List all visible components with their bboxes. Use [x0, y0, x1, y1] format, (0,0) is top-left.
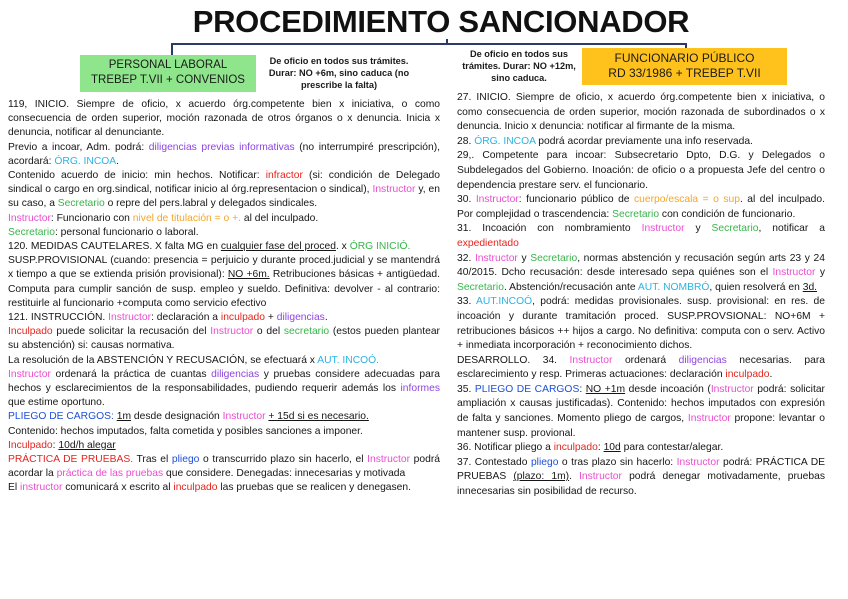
highlight-green: Secretario [711, 223, 759, 235]
paragraph [8, 311, 440, 325]
highlight-cyan: ÓRG. INCOA [474, 135, 536, 147]
underlined-text: NO +1m [585, 383, 626, 395]
highlight-magenta: Instructor [772, 267, 816, 279]
text-segment: , quien resolverá en [709, 281, 803, 293]
highlight-orange: cuerpo/escala = o sup [634, 194, 740, 206]
page-title: PROCEDIMIENTO SANCIONADOR [192, 4, 690, 39]
note-line: sino caduca. [491, 73, 547, 83]
text-segment: 36. Notificar pliego a [457, 442, 554, 454]
funcionario-duration-note [454, 48, 584, 84]
highlight-red: inculpado [553, 442, 598, 454]
highlight-magenta: Instructor [569, 354, 613, 366]
text-segment: 119, INICIO. Siempre de oficio, x acuerdo órg.competente bien x iniciativa, o como consecuencia de orden superior, moción razonada de otros órganos o x denuncia. Inicia x denuncia, notificar al denunciante. [8, 99, 440, 139]
underlined-text: 10d/h alegar [58, 439, 116, 451]
highlight-cyan: AUT. INCOÓ. [317, 354, 380, 366]
paragraph [8, 481, 440, 495]
note-line: prescribe la falta) [300, 80, 378, 90]
text-segment: (si: condición de Delegado sindical o cargo en org.sindical, notificar inicio al órg.representacion o sindical), [8, 170, 440, 196]
text-segment: que considere. Denegadas: innecesarias y motivada [163, 468, 406, 480]
text-segment: (estos pueden plantear su abstención) si: causas normativa. [8, 326, 440, 352]
text-segment: 30. [457, 194, 476, 206]
text-segment: Previo a incoar, Adm. podrá: [8, 141, 149, 153]
text-segment: y pruebas considere adecuadas para hechos y esclarecimientos de la responsabilidades, pudiendo requerir además los [8, 368, 440, 395]
paragraph [8, 254, 440, 311]
paragraph [457, 252, 825, 296]
box-subheading: TREBEP T.VII + CONVENIOS [91, 74, 245, 86]
text-segment: El [8, 482, 21, 494]
paragraph [457, 222, 825, 251]
text-segment: para contestar/alegar. [620, 442, 724, 454]
text-segment: con condición de funcionario. [659, 208, 796, 220]
highlight-red: Inculpado [8, 326, 53, 338]
text-segment: podrá denegar motivadamente, pruebas innecesarias sin posibilidad de recurso. [457, 471, 825, 498]
text-segment: DESARROLLO. 34. [457, 354, 570, 366]
left-column [8, 98, 440, 496]
paragraph [8, 226, 440, 240]
highlight-magenta: Instructor [8, 368, 51, 380]
text-segment: ordenará [612, 354, 679, 366]
highlight-red: PRÁCTICA DE PRUEBAS. [8, 454, 134, 466]
paragraph [457, 91, 825, 135]
text-segment: propone: levantar o mantener susp. provional. [457, 413, 825, 439]
highlight-purple: diligencias previas informativas [148, 141, 295, 153]
highlight-magenta: Instructor [474, 252, 518, 264]
underlined-text: 3d. [802, 281, 818, 293]
highlight-magenta: Instructor [676, 456, 720, 468]
highlight-cyan: ÓRG. INCOA [54, 155, 117, 167]
paragraph [8, 141, 440, 169]
note-line: De oficio en todos sus [469, 49, 568, 59]
underlined-text: 10d [603, 442, 621, 454]
text-segment: desde incoación ( [625, 383, 711, 395]
text-segment: y [517, 252, 531, 264]
text-segment: : [579, 383, 586, 395]
text-segment: las pruebas que se realicen y denegasen. [217, 482, 411, 494]
text-segment: + [265, 312, 277, 324]
paragraph [8, 368, 440, 411]
text-segment: Retribuciones básicas + antigüedad. Computa para cumplir sanción de susp. empleo y sueldo. Definitiva: devolver - al contrario: restituirle al funcionario +computa como servicio efectivo [8, 269, 440, 309]
highlight-red: expedientado [457, 237, 519, 249]
text-segment: podrá: PRÁCTICA DE PRUEBAS [457, 456, 826, 483]
text-segment: y [684, 223, 712, 235]
highlight-green: Secretario [457, 281, 504, 293]
highlight-purple: diligencias [276, 312, 325, 324]
paragraph [457, 456, 825, 500]
text-segment: o transcurrido plazo sin hacerlo, el [199, 454, 368, 466]
highlight-magenta: práctica de las pruebas [56, 468, 164, 480]
paragraph [8, 439, 440, 453]
text-segment: . al del inculpado. Por complejidad o trascendencia: [457, 194, 825, 220]
text-segment: SUSP.PROVISIONAL (cuando: presencia = perjuicio y durante proced.judicial y se mantendrá x tiempo a que se extienda prisión provisional): [8, 255, 440, 281]
underlined-text: NO +6m. [227, 269, 270, 281]
text-segment: 28. [457, 135, 475, 147]
text-segment: Contenido: hechos imputados, falta cometida y posibles sanciones a imponer. [8, 425, 363, 437]
text-segment: La resolución de la ABSTENCIÓN Y RECUSACIÓN, se efectuará x [8, 354, 318, 366]
text-segment: ordenará la práctica de cuantas [50, 368, 212, 380]
highlight-magenta: Instructor [372, 184, 416, 196]
paragraph [457, 193, 825, 222]
highlight-magenta: Instructor [710, 383, 754, 395]
text-segment: podrá: solicitar ampliación x causas justificadas). Contenido: hechos imputados con expresión de falta y sanciones. Momento pliego de cargos, [457, 383, 825, 425]
text-segment: , podrá: medidas provisionales. susp. provisional: en res. de incoación y durante tramitación proced. SUSP.PROVSIONAL: NO+6M + retribuciones básicos ++ hijos a cargo. No definitiva: computa con o serv. Activo + inmediata incorporación + reconocimiento dichos. [457, 296, 826, 352]
paragraph [457, 295, 825, 353]
paragraph [457, 383, 825, 441]
highlight-green: Secretario [57, 198, 105, 210]
text-segment: 32. [457, 252, 475, 264]
paragraph [8, 354, 440, 368]
highlight-green: Secretario [612, 208, 660, 220]
laboral-duration-note [260, 55, 418, 91]
highlight-red: inculpado [173, 482, 218, 494]
highlight-magenta: Instructor [108, 312, 152, 324]
text-segment: o repre del pers.labral y delegados sindicales. [104, 198, 318, 210]
highlight-green: Secretario [530, 252, 578, 264]
text-segment: 121. INSTRUCCIÓN. [8, 312, 109, 324]
paragraph [8, 325, 440, 353]
note-line: trámites. Durar: NO +12m, [462, 61, 576, 71]
highlight-blue: PLIEGO DE CARGOS [474, 383, 580, 395]
highlight-orange: nivel de titulación = o +. [132, 212, 241, 224]
highlight-magenta: instructor [20, 482, 63, 494]
paragraph [8, 212, 440, 226]
text-segment: necesarias. para esclarecimiento y resp. Primeras actuaciones: declaración [457, 354, 825, 381]
highlight-cyan: AUT.INCOÓ [476, 296, 533, 308]
text-segment: puede solicitar la recusación del [52, 326, 211, 338]
text-segment: : [52, 439, 59, 451]
text-segment: desde designación [131, 411, 223, 423]
paragraph [457, 149, 825, 193]
highlight-magenta: Instructor [579, 471, 622, 483]
highlight-magenta: Instructor [475, 194, 519, 206]
text-segment: (no interrumpiré prescripción), acordará: [8, 141, 440, 167]
text-segment: . [569, 471, 580, 483]
paragraph [457, 354, 825, 383]
highlight-purple: informes [400, 383, 440, 395]
highlight-magenta: Instructor [8, 212, 51, 224]
paragraph [8, 169, 440, 212]
text-segment: : declaración a [151, 312, 221, 324]
note-line: Durar: NO +6m, sino caduca (no [268, 68, 410, 78]
paragraph [8, 240, 440, 254]
text-segment: 31. Incoación con nombramiento [457, 223, 642, 235]
text-segment: 33. [457, 296, 477, 308]
highlight-purple: diligencias [678, 354, 727, 366]
text-segment: . Abstención/recusación ante [503, 281, 638, 293]
text-segment: que estime oportuno. [8, 397, 105, 409]
text-segment: : [597, 442, 604, 454]
text-segment: comunicará x escrito al [62, 482, 174, 494]
text-segment: , normas abstención y recusación según arts 23 y 24 40/2015. Dcho recusación: desde interesado sepa quiénes son el [457, 252, 825, 279]
highlight-blue: PLIEGO DE CARGOS: [8, 411, 117, 423]
highlight-purple: diligencias [211, 368, 260, 380]
text-segment: 37. Contestado [457, 456, 531, 468]
underlined-text: 1m [116, 411, 132, 423]
highlight-cyan: AUT. NOMBRÓ [637, 281, 710, 293]
text-segment: : Funcionario con [50, 212, 133, 224]
text-segment: 120. MEDIDAS CAUTELARES. X falta MG en [8, 241, 221, 253]
text-segment: . [324, 312, 328, 324]
note-line: De oficio en todos sus trámites. [269, 56, 409, 66]
connector-line [171, 43, 686, 45]
highlight-magenta: Instructor [687, 413, 731, 425]
paragraph [8, 98, 440, 141]
text-segment: : funcionario público de [518, 194, 635, 206]
text-segment: y, en su caso, a [8, 184, 440, 210]
highlight-blue: pliego [530, 456, 559, 468]
text-segment: . x [335, 241, 350, 253]
text-segment: al del inculpado. [240, 212, 319, 224]
highlight-magenta: Instructor [210, 326, 254, 338]
text-segment: , notificar a [758, 223, 825, 235]
text-segment: Contenido acuerdo de inicio: min hechos. Notificar: [8, 170, 266, 182]
paragraph [8, 453, 440, 481]
highlight-green: secretario [283, 326, 330, 338]
text-segment: : personal funcionario o laboral. [54, 226, 199, 238]
text-segment: o tras plazo sin hacerlo: [558, 456, 677, 468]
paragraph [457, 441, 825, 456]
paragraph [8, 425, 440, 439]
text-segment: . [769, 369, 773, 381]
highlight-red: infractor [265, 170, 303, 182]
underlined-text: cualquier fase del proced [220, 241, 336, 253]
text-segment: Tras el [133, 454, 172, 466]
paragraph [8, 410, 440, 424]
personal-laboral-box [80, 55, 256, 92]
text-segment: 29,. Competente para incoar: Subsecretario Dpto, D.G. y Delegados o Subdelegados del Gobierno. Inoación: de oficio o a propuesta Jefe del centro o dependencia prestare serv. el funcionario. [457, 150, 825, 191]
right-column [457, 91, 825, 500]
highlight-green: ÓRG INICIÓ. [349, 241, 411, 253]
box-heading: FUNCIONARIO PÚBLICO [614, 51, 755, 65]
highlight-red: inculpado [220, 312, 265, 324]
text-segment: y [815, 267, 825, 279]
underlined-text: (plazo: 1m) [513, 471, 570, 483]
highlight-magenta: Instructor [641, 223, 685, 235]
text-segment: podrá acordar previamente una info reservada. [535, 135, 753, 147]
highlight-green: Secretario [8, 226, 55, 238]
connector-line [446, 39, 448, 44]
box-heading: PERSONAL LABORAL [108, 59, 228, 71]
highlight-blue: pliego [171, 454, 200, 466]
text-segment: 27. INICIO. Siempre de oficio, x acuerdo órg.competente bien x iniciativa, o como consecuencia de orden superior, moción razonada de subordinados o x denuncia. Inicio x denuncia: notificar al firmante de la misma. [457, 92, 825, 133]
highlight-magenta: Instructor [367, 454, 411, 466]
highlight-red: inculpado [725, 369, 770, 381]
highlight-magenta: Instructor [222, 411, 269, 423]
funcionario-publico-box [582, 48, 787, 85]
paragraph [457, 135, 825, 150]
text-segment: . [116, 155, 120, 167]
box-subheading: RD 33/1986 + TREBEP T.VII [608, 66, 761, 80]
text-segment: 35. [457, 383, 475, 395]
underlined-text: + 15d si es necesario. [268, 411, 369, 423]
text-segment: o del [253, 326, 284, 338]
text-segment: podrá acordar la [8, 454, 440, 480]
highlight-red: Inculpado [8, 439, 53, 451]
